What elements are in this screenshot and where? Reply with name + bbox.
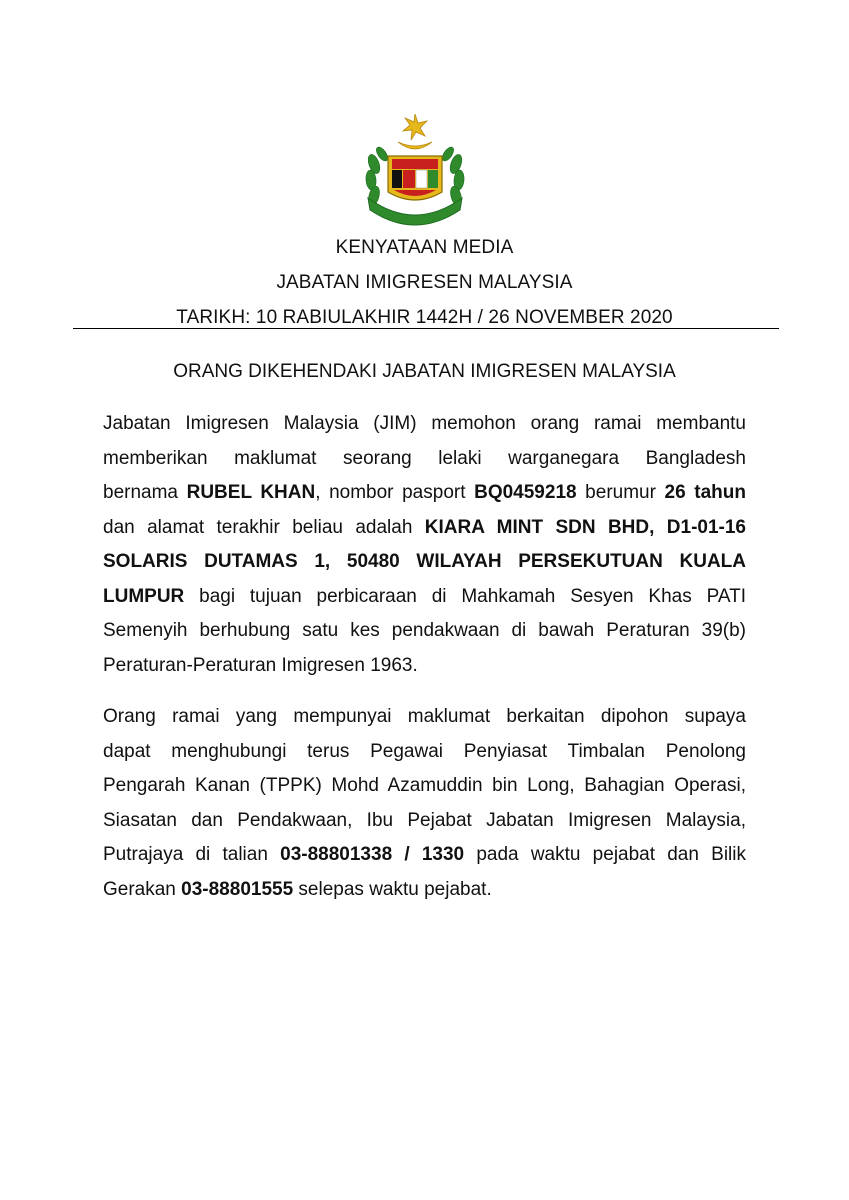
imigresen-malaysia-crest-logo: [360, 112, 470, 230]
passport-number: BQ0459218: [474, 482, 577, 503]
header-title: KENYATAAN MEDIA: [335, 237, 514, 258]
address-line-3: LUMPUR: [103, 585, 185, 607]
p2-line-6: [103, 873, 746, 908]
subject-heading: ORANG DIKEHENDAKI JABATAN IMIGRESEN MALAYSIA: [173, 361, 676, 382]
header-divider: [73, 328, 779, 329]
p1-line-8: Peraturan-Peraturan Imigresen 1963.: [103, 654, 418, 676]
p1-text: bernama: [103, 482, 187, 503]
p2-line-3: Pengarah Kanan (TPPK) Mohd Azamuddin bin Long, Bahagian Operasi,: [103, 775, 746, 796]
phone-number-office: 03-88801338 / 1330: [280, 844, 465, 865]
paragraph-1: [103, 407, 746, 683]
phone-number-after-hours: 03-88801555: [181, 878, 294, 900]
p1-line-3: [103, 476, 746, 511]
header-department: JABATAN IMIGRESEN MALAYSIA: [276, 272, 573, 293]
p1-line-7: Semenyih berhubung satu kes pendakwaan di bawah Peraturan 39(b): [103, 620, 746, 641]
header-date: TARIKH: 10 RABIULAKHIR 1442H / 26 NOVEMBER 2020: [176, 307, 673, 328]
p2-line-2: dapat menghubungi terus Pegawai Penyiasat Timbalan Penolong: [103, 740, 746, 762]
p2-text: pada waktu pejabat dan Bilik: [464, 844, 746, 865]
wanted-person-name: RUBEL KHAN: [186, 482, 316, 503]
laurel-right-icon: [440, 145, 465, 207]
p1-line-4: [103, 511, 746, 546]
p2-line-5: [103, 838, 746, 873]
paragraph-2: [103, 700, 746, 907]
shield-icon: [388, 156, 442, 200]
p2-text: selepas waktu pejabat.: [293, 878, 492, 900]
p1-line-6: [103, 580, 746, 615]
p1-line-5: [103, 545, 746, 580]
address-line-2: SOLARIS DUTAMAS 1, 50480 WILAYAH PERSEKUTUAN KUALA: [103, 551, 746, 572]
p2-text: Gerakan: [103, 878, 182, 900]
p2-line-4: Siasatan dan Pendakwaan, Ibu Pejabat Jabatan Imigresen Malaysia,: [103, 809, 746, 831]
p1-text: dan alamat terakhir beliau adalah: [103, 516, 425, 538]
p1-text: , nombor pasport: [315, 482, 475, 503]
p1-text: berumur: [576, 482, 665, 503]
p1-text: bagi tujuan perbicaraan di Mahkamah Sesyen Khas PATI: [184, 585, 746, 607]
age: 26 tahun: [664, 482, 746, 503]
address-line-1: KIARA MINT SDN BHD, D1-01-16: [424, 516, 747, 538]
press-release-header: [0, 230, 849, 335]
star-icon: [403, 114, 427, 140]
p1-line-2: memberikan maklumat seorang lelaki warganegara Bangladesh: [103, 447, 746, 469]
laurel-left-icon: [365, 145, 390, 207]
p1-line-1: Jabatan Imigresen Malaysia (JIM) memohon orang ramai membantu: [103, 413, 746, 434]
banner-ribbon: [368, 198, 462, 225]
p2-line-1: Orang ramai yang mempunyai maklumat berkaitan dipohon supaya: [103, 706, 746, 727]
crescent-icon: [398, 142, 432, 149]
p2-text: Putrajaya di talian: [103, 844, 281, 865]
